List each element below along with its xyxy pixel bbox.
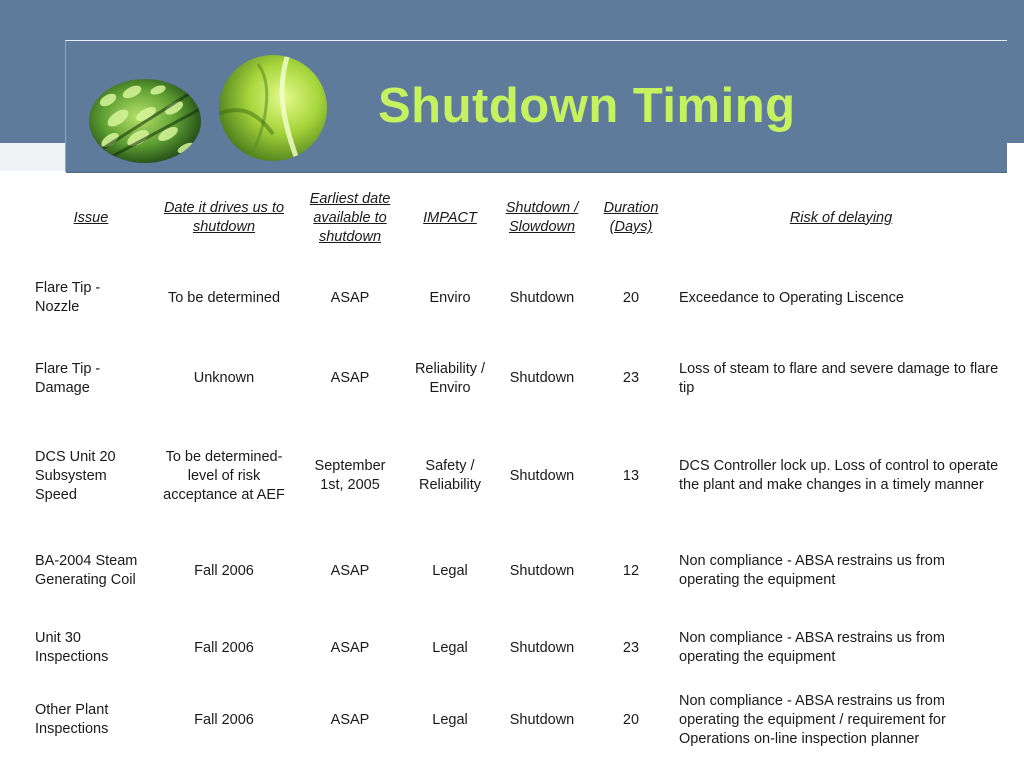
table-row	[30, 256, 1008, 340]
cell-mode: Shutdown	[509, 467, 575, 484]
cell-earliest: ASAP	[330, 562, 370, 579]
cell-issue: DCS Unit 20 Subsystem Speed	[35, 448, 116, 503]
table-header-row	[30, 180, 1008, 256]
cell-earliest: ASAP	[330, 370, 370, 386]
header-duration: Duration (Days)	[603, 200, 659, 235]
header-band-accent	[0, 143, 65, 171]
cell-risk: Non compliance - ABSA restrains us from operating the equipment	[679, 553, 945, 588]
shutdown-timing-table	[30, 180, 1008, 751]
cell-drives: Fall 2006	[194, 711, 254, 728]
header-impact: IMPACT	[423, 209, 477, 226]
cell-issue: Other Plant Inspections	[35, 702, 109, 737]
cell-drives: To be determined- level of risk acceptance at AEF	[163, 448, 285, 503]
cell-duration: 23	[622, 639, 640, 656]
cell-issue: Unit 30 Inspections	[35, 630, 109, 665]
cell-impact: Legal	[432, 562, 468, 579]
table-row	[30, 535, 1008, 607]
cell-mode: Shutdown	[509, 711, 575, 728]
cell-risk: Non compliance - ABSA restrains us from operating the equipment / requirement for Operations on-line inspection planner	[679, 692, 946, 747]
table-row	[30, 417, 1008, 535]
cell-duration: 20	[622, 289, 640, 306]
table-row	[30, 689, 1008, 751]
cell-risk: Non compliance - ABSA restrains us from operating the equipment	[679, 630, 945, 665]
cell-earliest: ASAP	[330, 639, 370, 656]
cell-mode: Shutdown	[509, 370, 575, 386]
cell-drives: Unknown	[193, 370, 255, 386]
leaf-drops-icon	[88, 78, 202, 164]
header-issue: Issue	[73, 209, 109, 226]
cell-mode: Shutdown	[509, 639, 575, 656]
cell-duration: 23	[622, 370, 640, 386]
header-mode: Shutdown / Slowdown	[505, 200, 579, 235]
cell-drives: To be determined	[167, 289, 281, 306]
cell-mode: Shutdown	[509, 562, 575, 579]
cell-drives: Fall 2006	[194, 639, 254, 656]
table-row	[30, 607, 1008, 689]
cell-earliest: ASAP	[330, 711, 370, 728]
slide-title: Shutdown Timing	[378, 79, 796, 133]
cell-risk: Loss of steam to flare and severe damage to flare tip	[679, 360, 999, 396]
leaf-closeup-icon	[218, 54, 328, 162]
cell-duration: 12	[622, 562, 640, 579]
header-drives: Date it drives us to shutdown	[163, 200, 285, 235]
cell-impact: Reliability / Enviro	[414, 360, 486, 396]
header-risk: Risk of delaying	[789, 209, 893, 226]
header-earliest: Earliest date available to shutdown	[309, 190, 391, 245]
cell-duration: 13	[622, 467, 640, 484]
cell-impact: Legal	[432, 639, 468, 656]
cell-duration: 20	[622, 711, 640, 728]
cell-earliest: ASAP	[330, 289, 370, 306]
table-row	[30, 340, 1008, 417]
cell-impact: Legal	[432, 711, 468, 728]
cell-drives: Fall 2006	[194, 562, 254, 579]
cell-issue: Flare Tip - Nozzle	[35, 280, 101, 315]
cell-earliest: September 1st, 2005	[314, 458, 386, 493]
cell-risk: DCS Controller lock up. Loss of control to operate the plant and make changes in a timely manner	[679, 458, 999, 493]
cell-risk: Exceedance to Operating Liscence	[679, 289, 904, 306]
cell-impact: Safety / Reliability	[418, 458, 482, 493]
cell-mode: Shutdown	[509, 289, 575, 306]
cell-impact: Enviro	[429, 289, 471, 306]
cell-issue: Flare Tip - Damage	[35, 360, 101, 396]
cell-issue: BA-2004 Steam Generating Coil	[35, 553, 138, 588]
